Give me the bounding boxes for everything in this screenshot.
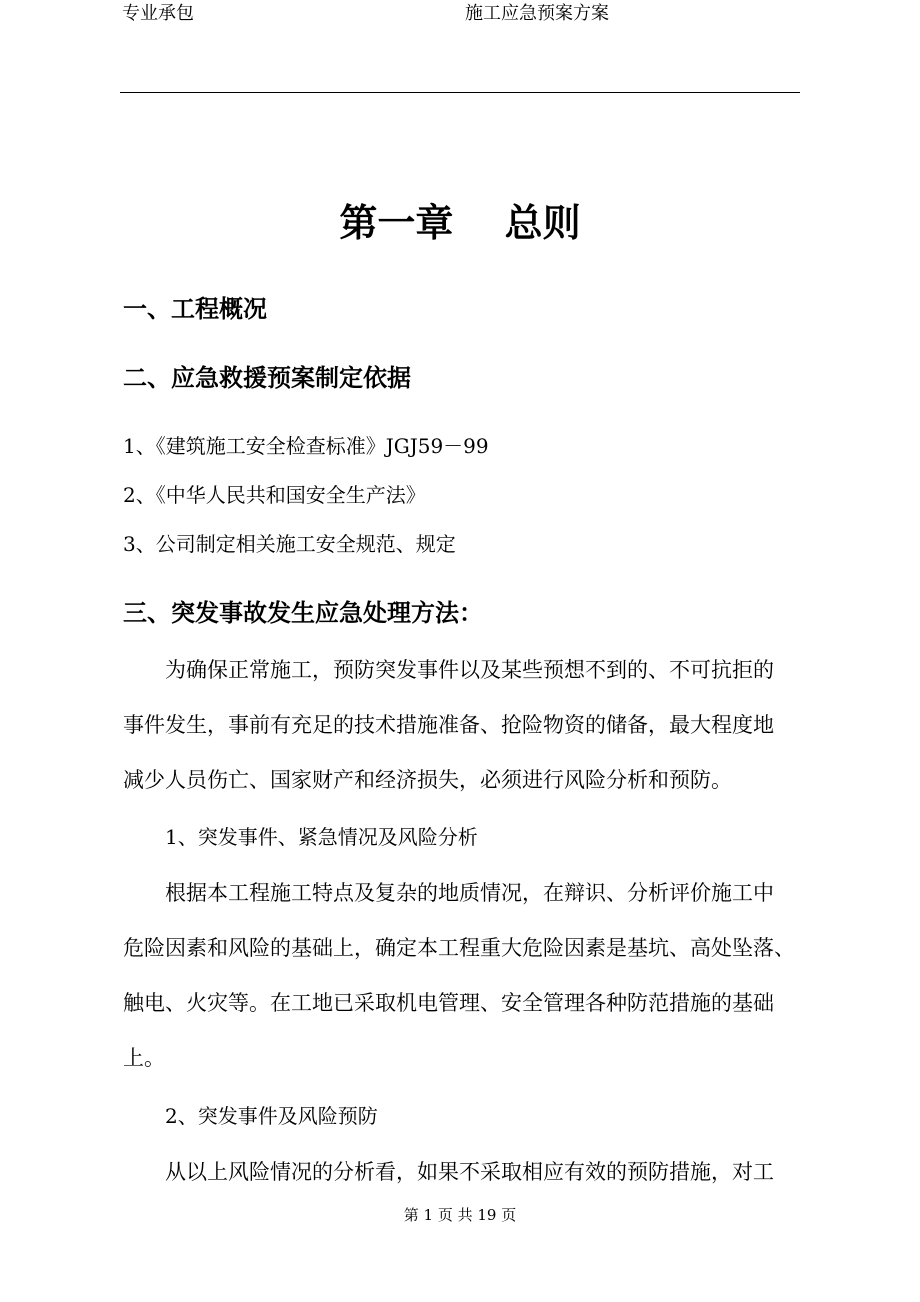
header-right-text: 施工应急预案方案 bbox=[465, 3, 609, 24]
section-heading-basis: 二、应急救援预案制定依据 bbox=[123, 364, 411, 392]
paragraph2-line-3: 触电、火灾等。在工地已采取机电管理、安全管理各种防范措施的基础 bbox=[123, 991, 774, 1015]
paragraph2-line-4: 上。 bbox=[123, 1046, 165, 1070]
basis-item-1: 1、《建筑施工安全检查标准》JGJ59－99 bbox=[123, 434, 489, 458]
header-left-text: 专业承包 bbox=[122, 3, 194, 24]
paragraph2-line-2: 危险因素和风险的基础上，确定本工程重大危险因素是基坑、高处坠落、 bbox=[123, 936, 795, 960]
paragraph1-line-2: 事件发生，事前有充足的技术措施准备、抢险物资的储备，最大程度地 bbox=[123, 713, 774, 737]
section-heading-emergency-methods: 三、突发事故发生应急处理方法： bbox=[123, 599, 483, 627]
chapter-title: 第一章 总则 bbox=[339, 201, 581, 245]
page-header bbox=[120, 64, 800, 93]
subsection-1-title: 1、突发事件、紧急情况及风险分析 bbox=[165, 825, 478, 849]
paragraph2-line-1: 根据本工程施工特点及复杂的地质情况，在辩识、分析评价施工中 bbox=[165, 881, 774, 905]
paragraph3-line-1: 从以上风险情况的分析看，如果不采取相应有效的预防措施，对工 bbox=[165, 1160, 774, 1184]
basis-item-2: 2、《中华人民共和国安全生产法》 bbox=[123, 483, 426, 507]
section-heading-project-overview: 一、工程概况 bbox=[123, 295, 267, 323]
page-footer: 第 1 页 共 19 页 bbox=[403, 1206, 517, 1224]
basis-item-3: 3、公司制定相关施工安全规范、规定 bbox=[123, 532, 456, 556]
paragraph1-line-1: 为确保正常施工，预防突发事件以及某些预想不到的、不可抗拒的 bbox=[165, 658, 774, 682]
paragraph1-line-3: 减少人员伤亡、国家财产和经济损失，必须进行风险分析和预防。 bbox=[123, 768, 732, 792]
subsection-2-title: 2、突发事件及风险预防 bbox=[165, 1104, 378, 1128]
